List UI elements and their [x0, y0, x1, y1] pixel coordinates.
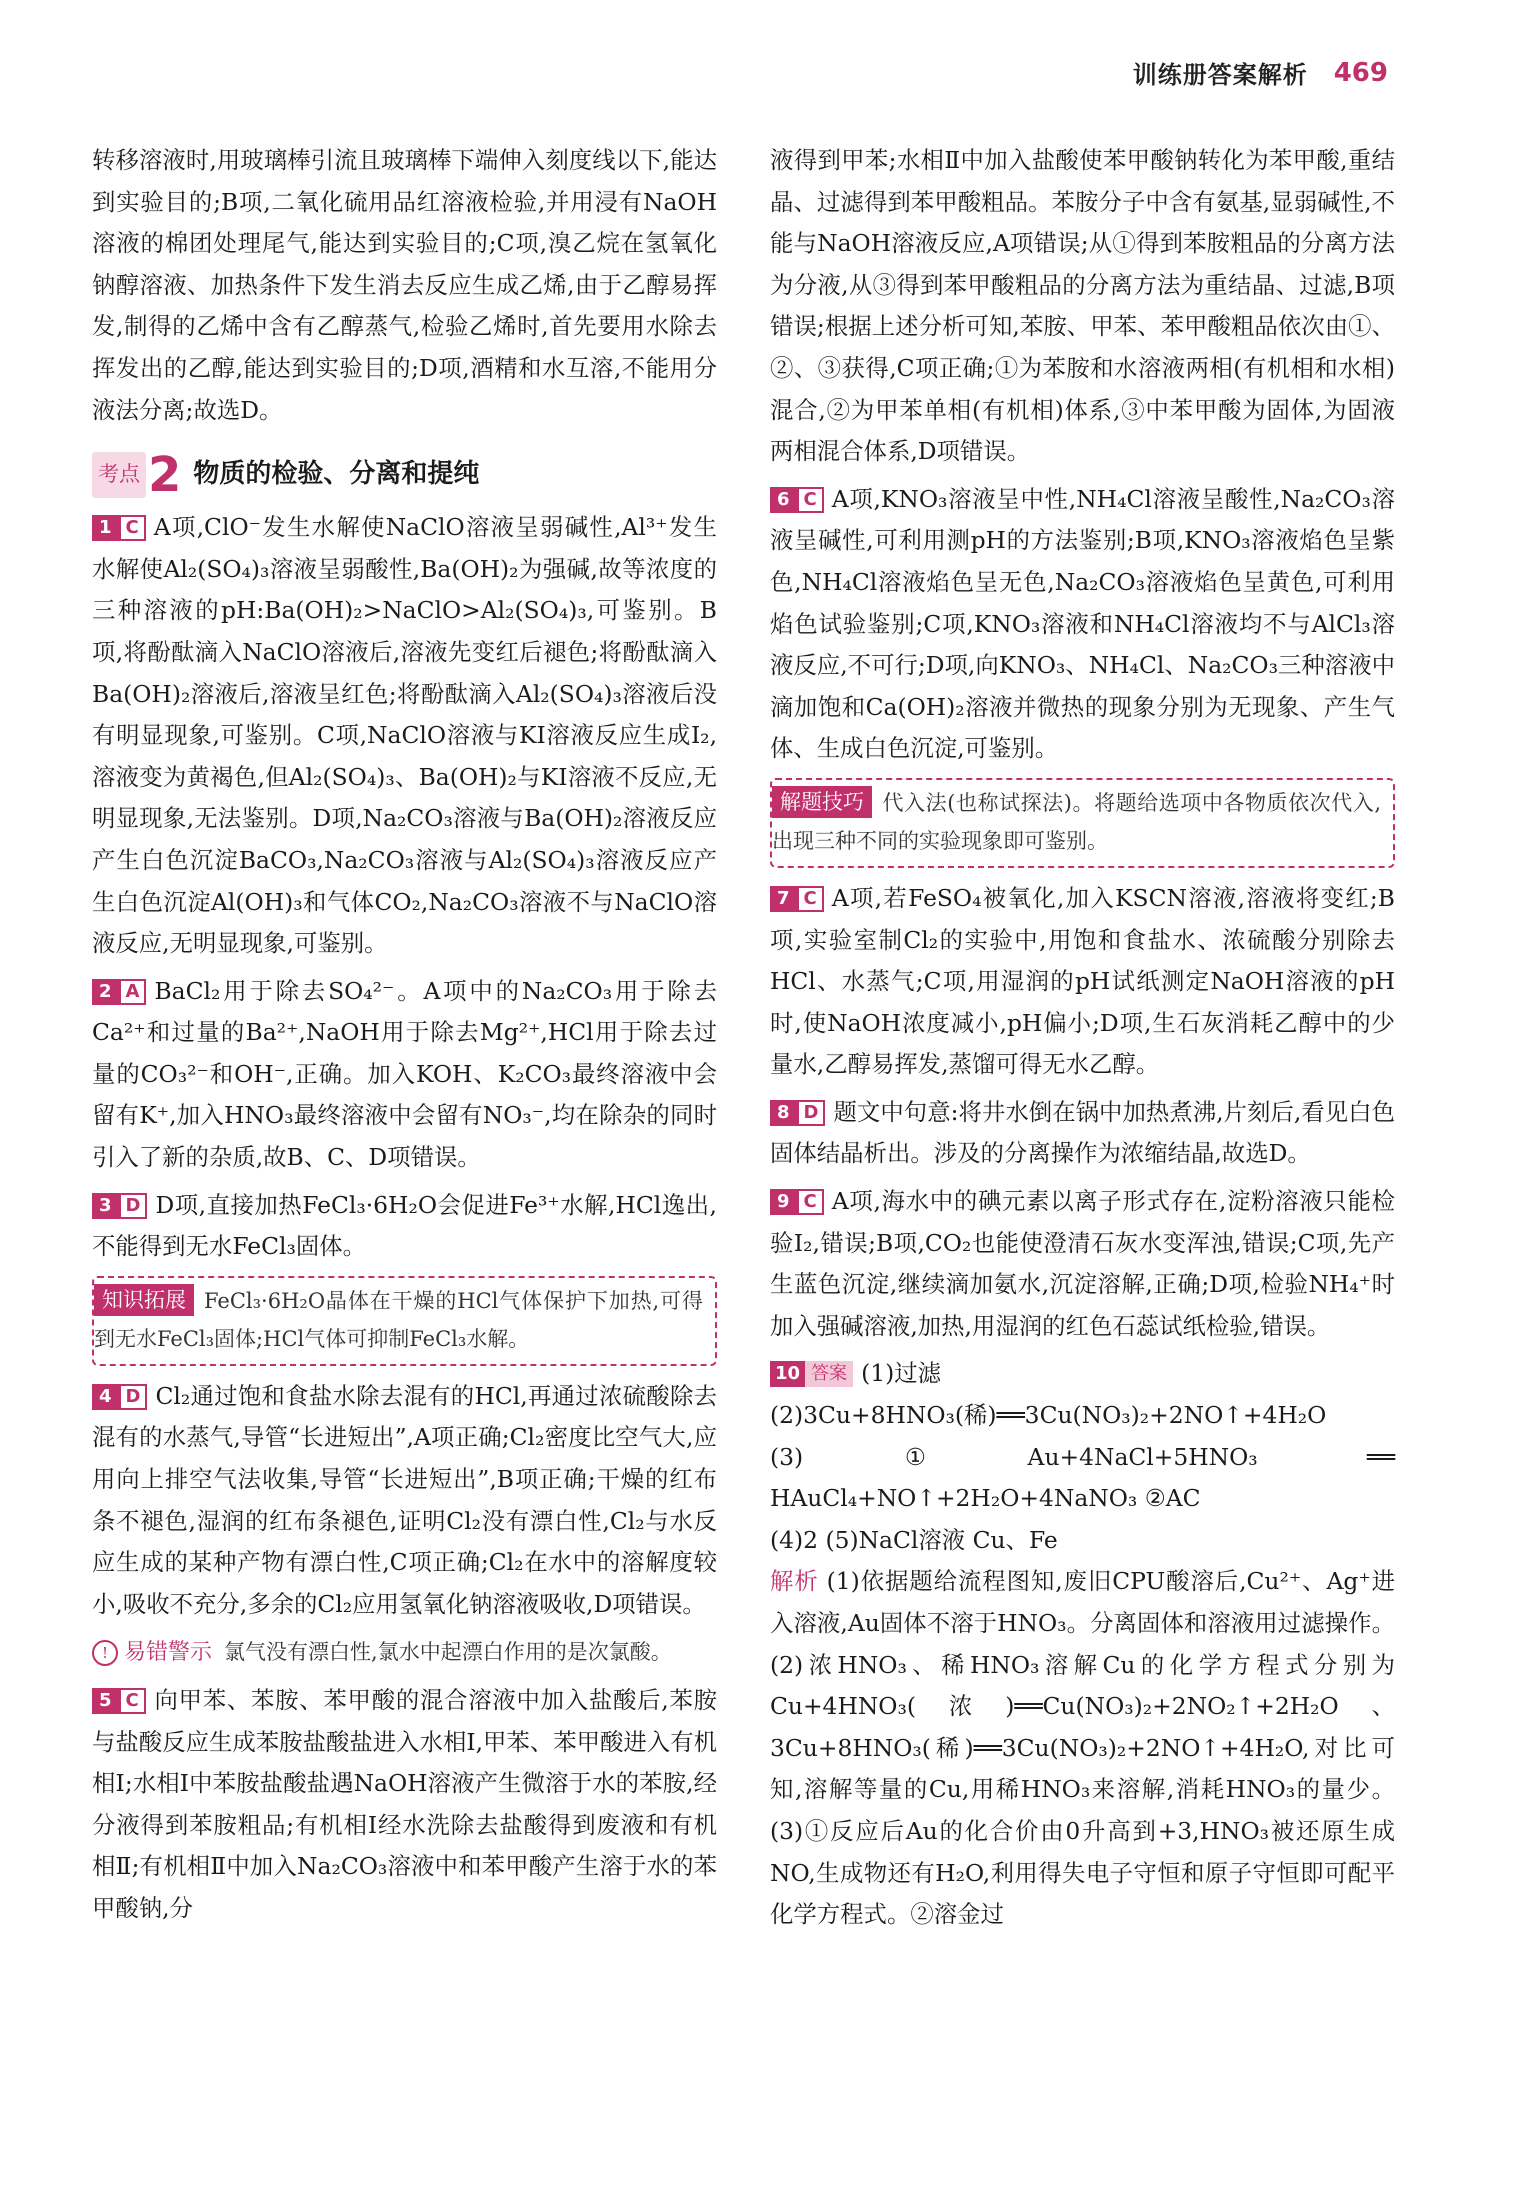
error-warning [92, 1631, 717, 1674]
warning-text: 氯气没有漂白性,氯水中起漂白作用的是次氯酸。 [224, 1640, 672, 1665]
question-number: 8 [770, 1100, 797, 1126]
question-badge [770, 1100, 825, 1126]
answer-letter: C [119, 515, 146, 541]
answer-explanation: 向甲苯、苯胺、苯甲酸的混合溶液中加入盐酸后,苯胺与盐酸反应生成苯胺盐酸盐进入水相Ⅰ,甲苯、苯甲酸进入有机相Ⅰ;水相Ⅰ中苯胺盐酸盐遇NaOH溶液产生微溶于水的苯胺,经分液得到苯胺粗品;有机相Ⅰ经水洗除去盐酸得到废液和有机相Ⅱ;有机相Ⅱ中加入Na₂CO₃溶液中和苯甲酸产生溶于水的苯甲酸钠,分 [92, 1686, 717, 1922]
warning-label: 易错警示 [124, 1640, 213, 1666]
tip-tag: 知识拓展 [94, 1284, 194, 1316]
question-badge [92, 1688, 146, 1714]
question-number: 4 [92, 1384, 119, 1410]
question-badge [92, 979, 146, 1005]
answer-item-2 [92, 971, 717, 1179]
section-heading [92, 447, 717, 503]
header-title: 训练册答案解析 [1132, 61, 1308, 89]
answer-explanation: A项,ClO⁻发生水解使NaClO溶液呈弱碱性,Al³⁺发生水解使Al₂(SO₄)₃溶液呈弱酸性,Ba(OH)₂为强碱,故等浓度的三种溶液的pH:Ba(OH)₂>NaClO>Al₂(SO₄)₃,可鉴别。B项,将酚酞滴入NaClO溶液后,溶液先变红后褪色;将酚酞滴入Ba(OH)₂溶液后,溶液呈红色;将酚酞滴入Al₂(SO₄)₃溶液后没有明显现象,可鉴别。C项,NaClO溶液与KI溶液反应生成I₂,溶液变为黄褐色,但Al₂(SO₄)₃、Ba(OH)₂与KI溶液不反应,无明显现象,无法鉴别。D项,Na₂CO₃溶液与Ba(OH)₂溶液反应产生白色沉淀BaCO₃,Na₂CO₃溶液与Al₂(SO₄)₃溶液反应产生白色沉淀Al(OH)₃和气体CO₂,Na₂CO₃溶液不与NaClO溶液反应,无明显现象,可鉴别。 [92, 513, 717, 958]
question-number: 5 [92, 1688, 119, 1714]
answer-explanation: D项,直接加热FeCl₃·6H₂O会促进Fe³⁺水解,HCl逸出,不能得到无水FeCl₃固体。 [92, 1190, 717, 1261]
question-number: 3 [92, 1193, 119, 1219]
right-column [770, 140, 1395, 1942]
answer-letter: C [797, 1189, 824, 1215]
intro-paragraph: 转移溶液时,用玻璃棒引流且玻璃棒下端伸入刻度线以下,能达到实验目的;B项,二氧化硫用品红溶液检验,并用浸有NaOH溶液的棉团处理尾气,能达到实验目的;C项,溴乙烷在氢氧化钠醇溶液、加热条件下发生消去反应生成乙烯,由于乙醇易挥发,制得的乙烯中含有乙醇蒸气,检验乙烯时,首先要用水除去挥发出的乙醇,能达到实验目的;D项,酒精和水互溶,不能用分液法分离;故选D。 [92, 146, 717, 424]
section-label: 考点 [92, 452, 146, 498]
question-badge [92, 1384, 147, 1410]
q10-line-3: (3)①Au+4NaCl+5HNO₃ ══ HAuCl₄+NO↑+2H₂O+4NaNO₃ ②AC [770, 1442, 1395, 1513]
warning-icon: ! [92, 1640, 118, 1666]
tip-text: 代入法(也称试探法)。将题给选项中各物质依次代入,出现三种不同的实验现象即可鉴别。 [772, 790, 1381, 853]
answer-letter: D [797, 1100, 826, 1126]
page-header [1133, 55, 1388, 90]
answer-item-10 [770, 1353, 1395, 1935]
tip-tag: 解题技巧 [772, 786, 872, 818]
answer-item-4 [92, 1376, 717, 1626]
knowledge-extension-box [92, 1276, 717, 1366]
question-badge [770, 1189, 824, 1215]
answer-letter: D [119, 1193, 148, 1219]
answer-explanation: 题文中句意:将井水倒在锅中加热煮沸,片刻后,看见白色固体结晶析出。涉及的分离操作为浓缩结晶,故选D。 [770, 1097, 1395, 1168]
answer-item-8 [770, 1092, 1395, 1175]
answer-tag [770, 1361, 853, 1387]
q10-part-1: (1)过滤 [861, 1359, 941, 1388]
answer-explanation: A项,KNO₃溶液呈中性,NH₄Cl溶液呈酸性,Na₂CO₃溶液呈碱性,可利用测pH的方法鉴别;B项,KNO₃溶液焰色呈紫色,NH₄Cl溶液焰色呈无色,Na₂CO₃溶液焰色呈黄色,可利用焰色试验鉴别;C项,KNO₃溶液和NH₄Cl溶液均不与AlCl₃溶液反应,不可行;D项,向KNO₃、NH₄Cl、Na₂CO₃三种溶液中滴加饱和Ca(OH)₂溶液并微热的现象分别为无现象、产生气体、生成白色沉淀,可鉴别。 [770, 484, 1395, 763]
answer-letter: A [119, 979, 147, 1005]
question-badge [92, 515, 146, 541]
answer-letter: C [797, 886, 824, 912]
answer-item-3 [92, 1185, 717, 1268]
analysis-label: 解析 [770, 1567, 819, 1596]
answer-letter: C [119, 1688, 146, 1714]
continued-paragraph: 液得到甲苯;水相Ⅱ中加入盐酸使苯甲酸钠转化为苯甲酸,重结晶、过滤得到苯甲酸粗品。苯胺分子中含有氨基,显弱碱性,不能与NaOH溶液反应,A项错误;从①得到苯胺粗品的分离方法为分液,从③得到苯甲酸粗品的分离方法为重结晶、过滤,B项错误;根据上述分析可知,苯胺、甲苯、苯甲酸粗品依次由①、②、③获得,C项正确;①为苯胺和水溶液两相(有机相和水相)混合,②为甲苯单相(有机相)体系,③中苯甲酸为固体,为固液两相混合体系,D项错误。 [770, 146, 1395, 466]
answer-item-9 [770, 1181, 1395, 1347]
answer-item-5 [92, 1680, 717, 1930]
q10-line-1 [770, 1353, 1395, 1395]
answer-explanation: BaCl₂用于除去SO₄²⁻。A项中的Na₂CO₃用于除去Ca²⁺和过量的Ba²⁺,NaOH用于除去Mg²⁺,HCl用于除去过量的CO₃²⁻和OH⁻,正确。加入KOH、K₂CO₃最终溶液中会留有K⁺,加入HNO₃最终溶液中会留有NO₃⁻,均在除杂的同时引入了新的杂质,故B、C、D项错误。 [92, 976, 717, 1172]
analysis-text: (1)依据题给流程图知,废旧CPU酸溶后,Cu²⁺、Ag⁺进入溶液,Au固体不溶于HNO₃。分离固体和溶液用过滤操作。(2)浓HNO₃、稀HNO₃溶解Cu的化学方程式分别为Cu+4HNO₃(浓)══Cu(NO₃)₂+2NO₂↑+2H₂O、3Cu+8HNO₃(稀)══3Cu(NO₃)₂+2NO↑+4H₂O,对比可知,溶解等量的Cu,用稀HNO₃来溶解,消耗HNO₃的量少。(3)①反应后Au的化合价由0升高到+3,HNO₃被还原生成NO,生成物还有H₂O,利用得失电子守恒和原子守恒即可配平化学方程式。②溶金过 [770, 1567, 1395, 1929]
answer-explanation: Cl₂通过饱和食盐水除去混有的HCl,再通过浓硫酸除去混有的水蒸气,导管“长进短出”,A项正确;Cl₂密度比空气大,应用向上排空气法收集,导管“长进短出”,B项正确;干燥的红布条不褪色,湿润的红布条褪色,证明Cl₂没有漂白性,Cl₂与水反应生成的某种产物有漂白性,C项正确;Cl₂在水中的溶解度较小,吸收不充分,多余的Cl₂应用氢氧化钠溶液吸收,D项错误。 [92, 1381, 717, 1618]
q10-line-4: (4)2 (5)NaCl溶液 Cu、Fe [770, 1525, 1058, 1554]
question-number: 6 [770, 487, 797, 513]
question-number: 10 [770, 1361, 805, 1387]
page-number: 469 [1333, 57, 1388, 88]
question-badge [92, 1193, 147, 1219]
section-title: 物质的检验、分离和提纯 [193, 459, 480, 490]
q10-line-2: (2)3Cu+8HNO₃(稀)══3Cu(NO₃)₂+2NO↑+4H₂O [770, 1401, 1327, 1430]
question-number: 7 [770, 886, 797, 912]
answer-item-7 [770, 878, 1395, 1086]
answer-item-6 [770, 479, 1395, 770]
question-number: 2 [92, 979, 119, 1005]
answer-tag-label: 答案 [805, 1361, 853, 1387]
answer-letter: D [119, 1384, 148, 1410]
q10-analysis [770, 1561, 1395, 1935]
question-number: 1 [92, 515, 119, 541]
question-badge [770, 886, 824, 912]
question-number: 9 [770, 1189, 797, 1215]
answer-item-1 [92, 507, 717, 965]
question-badge [770, 487, 824, 513]
left-column [92, 140, 717, 1936]
solving-tip-box [770, 778, 1395, 868]
answer-explanation: A项,若FeSO₄被氧化,加入KSCN溶液,溶液将变红;B项,实验室制Cl₂的实验中,用饱和食盐水、浓硫酸分别除去HCl、水蒸气;C项,用湿润的pH试纸测定NaOH溶液的pH时,使NaOH浓度减小,pH偏小;D项,生石灰消耗乙醇中的少量水,乙醇易挥发,蒸馏可得无水乙醇。 [770, 883, 1395, 1079]
tip-text: FeCl₃·6H₂O晶体在干燥的HCl气体保护下加热,可得到无水FeCl₃固体;HCl气体可抑制FeCl₃水解。 [94, 1288, 703, 1351]
section-number: 2 [148, 447, 182, 504]
answer-explanation: A项,海水中的碘元素以离子形式存在,淀粉溶液只能检验I₂,错误;B项,CO₂也能使澄清石灰水变浑浊,错误;C项,先产生蓝色沉淀,继续滴加氨水,沉淀溶解,正确;D项,检验NH₄⁺时加入强碱溶液,加热,用湿润的红色石蕊试纸检验,错误。 [770, 1187, 1395, 1340]
answer-letter: C [797, 487, 824, 513]
